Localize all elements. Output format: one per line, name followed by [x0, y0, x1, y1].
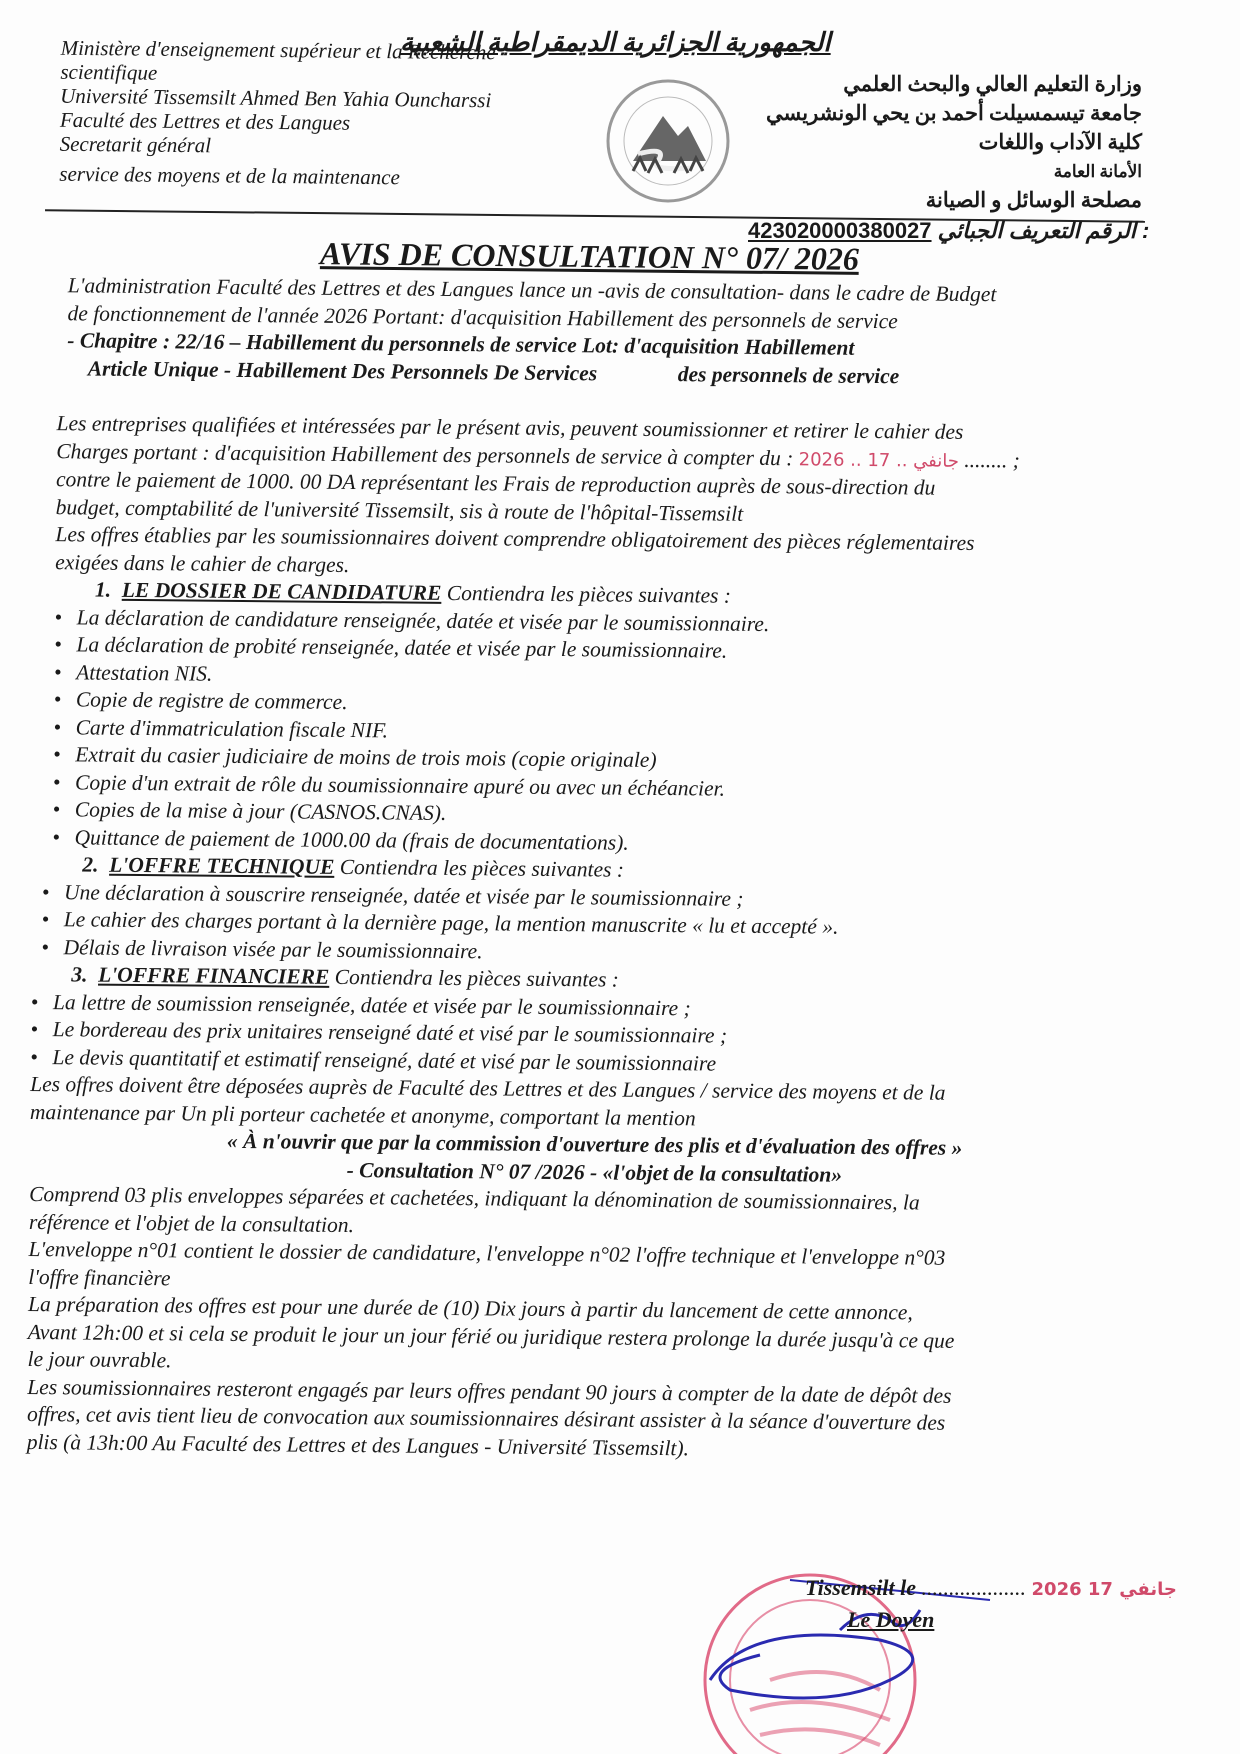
- tax-id-value: 423020000380027: [748, 218, 932, 243]
- list-item: • Copies de la mise à jour (CASNOS.CNAS).: [53, 796, 1163, 834]
- list-item: • Le bordereau des prix unitaires renseigné daté et visé par le soumissionnaire ;: [31, 1016, 1161, 1054]
- para-line: Les offres établies par les soumissionnaires doivent comprendre obligatoirement des pièces réglementaires: [55, 522, 975, 556]
- header-line: الأمانة العامة: [1053, 162, 1142, 181]
- section-heading: 2. L'OFFRE TECHNIQUE Contiendra les pièces suivantes :: [82, 852, 625, 882]
- list-item: • Le cahier des charges portant à la dernière page, la mention manuscrite « lu et accepté ».: [42, 906, 1162, 944]
- closing-line: La préparation des offres est pour une durée de (10) Dix jours à partir du lancement de cette annonce,: [27, 1291, 913, 1325]
- list-item: • La lettre de soumission renseignée, datée et visée par le soumissionnaire ;: [31, 988, 1161, 1026]
- closing-line: L'enveloppe n°01 contient le dossier de candidature, l'enveloppe n°02 l'offre technique et l'enveloppe n°03: [28, 1236, 946, 1270]
- deposit-line: maintenance par Un pli porteur cachetée et anonyme, comportant la mention: [29, 1099, 696, 1130]
- closing-line: le jour ouvrable.: [27, 1346, 172, 1373]
- mention-line: « À n'ouvrir que par la commission d'ouverture des plis et d'évaluation des offres »: [226, 1128, 963, 1160]
- header-line: مصلحة الوسائل و الصيانة: [925, 188, 1142, 212]
- signature-date: 2026 جانفي 17: [1031, 1579, 1177, 1600]
- list-item: • Extrait du casier judiciaire de moins de trois mois (copie originale): [53, 741, 1163, 779]
- para-line: contre le paiement de 1000. 00 DA représentant les Frais de reproduction auprès de sous-direction du: [55, 467, 936, 500]
- header-line: Ministère d'enseignement supérieur et la Recherche: [60, 35, 496, 65]
- section-heading: 3. L'OFFRE FINANCIERE Contiendra les pièces suivantes :: [71, 962, 620, 992]
- header-line: Université Tissemsilt Ahmed Ben Yahia Ouncharssi: [60, 83, 492, 113]
- list-item: • Copie de registre de commerce.: [54, 686, 1164, 724]
- header-line: service des moyens et de la maintenance: [59, 161, 401, 190]
- document-body: L'administration Faculté des Lettres et des Langues lance un -avis de consultation- dans le cadre de Budget de fonctionnement de l'année 2026 Portant: d'acquisition Habillement des personnels de service - Chapitre : 22/16 – Habillement du personnels de service Lot: d'acquisition Habillement Article Unique - Habillement Des Personnels De Services des personnels de service Les entreprises qualifiées et intéressées par le présent avis, peuvent soumissionner et retirer le cahier des Charges portant : d'acquisition Habillement des personnels de service à compter du : 2026 .. جانفي .. 17 ........ ; contre le paiement de 1000. 00 DA représentant les Frais de reproduction auprès de sous-direction du budget, comptabilité de l'université Tissemsilt, sis à route de l'hôpital-Tissemsilt Les offres établies par les soumissionnaires doivent comprendre obligatoirement des pièces réglementaires exigées dans le cahier de charges. 1. LE DOSSIER DE CANDIDATURE Contiendra les pièces suivantes : • La déclaration de candidature renseignée, datée et visée par le soumissionnaire. • La déclaration de probité renseignée, datée et visée par le soumissionnaire. • Attestation NIS. • Copie de registre de commerce. • Carte d'immatriculation fiscale NIF. • Extrait du casier judiciaire de moins de trois mois (copie originale) • Copie d'un extrait de rôle du soumissionnaire apuré ou avec un échéancier. • Copies de la mise à jour (CASNOS.CNAS). • Quittance de paiement de 1000.00 da (frais de documentations). 2. L'OFFRE TECHNIQUE Contiendra les pièces suivantes : • Une déclaration à souscrire renseignée, datée et visée par le soumissionnaire ; • Le cahier des charges portant à la dernière page, la mention manuscrite « lu et accepté ». • Délais de livraison visée par le soumissionnaire. 3. L'OFFRE FINANCIERE Contiendra les pièces suivantes : • La lettre de soumission renseignée, datée et visée par le soumissionnaire ; • Le bordereau des prix unitaires renseigné daté et visé par le soumissionnaire ; • Le devis quantitatif et estimatif renseigné, daté et visé par le soumissionnaire Les offres doivent être déposées auprès de Faculté des Lettres et des Langues / service des moyens et de la maintenance par Un pli porteur cachetée et anonyme, comportant la mention « À n'ouvrir que par la commission d'ouverture des plis et d'évaluation des offres » - Consultation N° 07 /2026 - «l'objet de la consultation» Comprend 03 plis enveloppes séparées et cachetées, indiquant la dénomination de soumissionnaires, la référence et l'objet de la consultation. L'enveloppe n°01 contient le dossier de candidature, l'enveloppe n°02 l'offre technique et l'enveloppe n°03 l'offre financière La préparation des offres est pour une durée de (10) Dix jours à partir du lancement de cette annonce, Avant 12h:00 et si cela se produit le jour un jour férié ou juridique restera prolonge la durée jusqu'à ce que le jour ouvrable. Les soumissionnaires resteront engagés par leurs offres pendant 90 jours à compter de la date de dépôt des offres, cet avis tient lieu de convocation aux soumissionnaires désirant assister à la séance d'ouverture des plis (à 13h:00 Au Faculté des Lettres et des Langues - Université Tissemsilt).: [27, 272, 1168, 1467]
- closing-line: plis (à 13h:00 Au Faculté des Lettres et des Langues - Université Tissemsilt).: [26, 1429, 690, 1460]
- signature-block: [805, 1573, 1177, 1635]
- list-item: • La déclaration de probité renseignée, datée et visée par le soumissionnaire.: [54, 631, 1164, 669]
- para-line: Les entreprises qualifiées et intéressées par le présent avis, peuvent soumissionner et retirer le cahier des: [56, 411, 964, 444]
- list-item: • Copie d'un extrait de rôle du soumissionnaire apuré ou avec un échéancier.: [53, 769, 1163, 807]
- header-line: Faculté des Lettres et des Langues: [59, 107, 351, 135]
- signatory-role: Le Doyen: [847, 1607, 935, 1632]
- header-left-fr: [59, 36, 496, 191]
- university-logo: [588, 76, 748, 211]
- closing-line: référence et l'objet de la consultation.: [28, 1209, 355, 1237]
- chapter-line: - Chapitre : 22/16 – Habillement du personnels de service Lot: d'acquisition Habillement: [67, 328, 855, 360]
- closing-line: Comprend 03 plis enveloppes séparées et cachetées, indiquant la dénomination de soumissionnaires, la: [29, 1181, 920, 1215]
- mention-line: - Consultation N° 07 /2026 - «l'objet de la consultation»: [346, 1157, 843, 1187]
- para-line: exigées dans le cahier de charges.: [55, 549, 350, 577]
- intro-line: L'administration Faculté des Lettres et des Langues lance un -avis de consultation- dans le cadre de Budget: [67, 273, 997, 307]
- para-line: budget, comptabilité de l'université Tissemsilt, sis à route de l'hôpital-Tissemsilt: [55, 494, 744, 526]
- list-item: • Quittance de paiement de 1000.00 da (frais de documentations).: [52, 824, 1162, 862]
- list-item: • Délais de livraison visée par le soumissionnaire.: [41, 934, 1161, 972]
- list-item: • Carte d'immatriculation fiscale NIF.: [53, 714, 1163, 752]
- closing-line: Avant 12h:00 et si cela se produit le jour un jour férié ou juridique restera prolonge la durée jusqu'à ce que: [27, 1319, 955, 1353]
- article-line: Article Unique - Habillement Des Personnels De Services des personnels de service: [66, 355, 900, 388]
- list-item: • La déclaration de candidature renseignée, datée et visée par le soumissionnaire.: [55, 604, 1165, 642]
- header-line: وزارة التعليم العالي والبحث العلمي: [843, 72, 1142, 96]
- list-item: • Une déclaration à souscrire renseignée, datée et visée par le soumissionnaire ;: [42, 879, 1162, 917]
- header-right-ar: [766, 70, 1142, 215]
- handwritten-date: 2026 .. جانفي .. 17: [798, 448, 960, 472]
- republic-heading-ar: الجمهورية الجزائرية الديمقراطية الشعبية: [400, 28, 831, 57]
- closing-line: offres, cet avis tient lieu de convocation aux soumissionnaires désirant assister à la séance d'ouverture des: [26, 1401, 946, 1435]
- header-line: Secretarit général: [59, 131, 212, 158]
- tax-id-label: الرقم التعريف الجبائي :: [937, 218, 1150, 243]
- closing-line: l'offre financière: [28, 1264, 171, 1290]
- deposit-line: Les offres doivent être déposées auprès de Faculté des Lettres et des Langues / service des moyens et de la: [30, 1071, 946, 1105]
- section-heading: 1. LE DOSSIER DE CANDIDATURE Contiendra les pièces suivantes :: [94, 577, 732, 608]
- header-line: جامعة تيسمسيلت أحمد بن يحي الونشريسي: [765, 101, 1142, 125]
- list-item: • Le devis quantitatif et estimatif renseigné, daté et visé par le soumissionnaire: [30, 1043, 1160, 1081]
- signature-place-date: Tissemsilt le ................... 2026 جانفي 17: [805, 1575, 1177, 1600]
- header-line: كلية الآداب واللغات: [978, 130, 1142, 154]
- list-item: • Attestation NIS.: [54, 659, 1164, 697]
- closing-line: Les soumissionnaires resteront engagés par leurs offres pendant 90 jours à compter de la date de dépôt des: [27, 1374, 952, 1408]
- document-title: AVIS DE CONSULTATION N° 07/ 2026: [319, 235, 860, 277]
- intro-line: de fonctionnement de l'année 2026 Portant: d'acquisition Habillement des personnels de service: [67, 300, 898, 333]
- para-line: Charges portant : d'acquisition Habillement des personnels de service à compter du :: [56, 438, 799, 470]
- header-line: scientifique: [60, 59, 158, 85]
